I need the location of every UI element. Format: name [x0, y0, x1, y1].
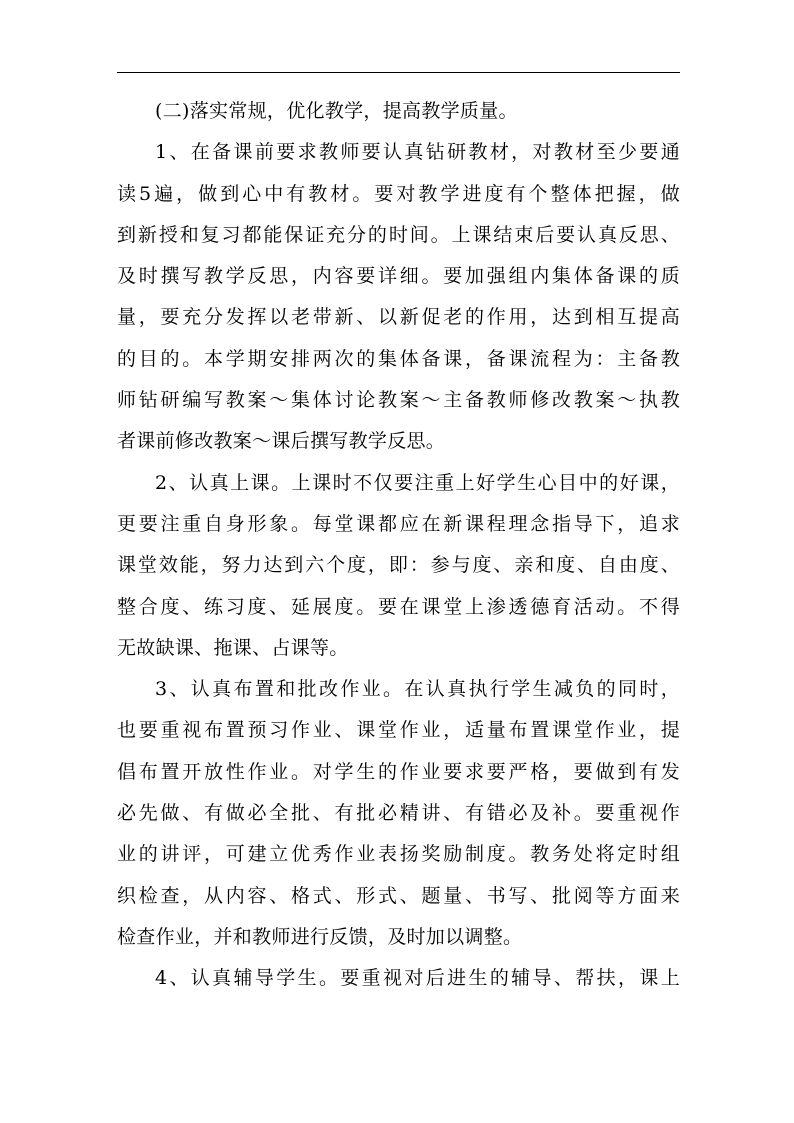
item-1-line-5: 量，要充分发挥以老带新、以新促老的作用，达到相互提高 [117, 306, 680, 329]
document-body [117, 91, 680, 1000]
item-2-line-2: 更要注重自身形象。每堂课都应在新课程理念指导下，追求 [117, 512, 680, 535]
item-1-line-6: 的目的。本学期安排两次的集体备课，备课流程为：主备教 [117, 347, 680, 370]
item-2-line-5: 无故缺课、拖课、占课等。 [117, 636, 349, 659]
item-2-line-1: 2、认真上课。上课时不仅要注重上好学生心目中的好课， [155, 471, 680, 494]
item-3-line-1: 3、认真布置和批改作业。在认真执行学生减负的同时， [155, 678, 680, 701]
item-1-line-1: 1、在备课前要求教师要认真钻研教材，对教材至少要通 [155, 141, 680, 164]
item-3-line-5: 业的讲评，可建立优秀作业表扬奖励制度。教务处将定时组 [117, 843, 680, 866]
item-1-line-3: 到新授和复习都能保证充分的时间。上课结束后要认真反思、 [117, 223, 680, 246]
item-1-line-2: 读5遍，做到心中有教材。要对教学进度有个整体把握，做 [117, 182, 680, 205]
item-3-line-7: 检查作业，并和教师进行反馈，及时加以调整。 [117, 925, 523, 948]
item-3-line-4: 必先做、有做必全批、有批必精讲、有错必及补。要重视作 [117, 802, 680, 825]
item-1-line-7: 师钻研编写教案～集体讨论教案～主备教师修改教案～执教 [117, 389, 680, 412]
item-2-line-3: 课堂效能，努力达到六个度，即：参与度、亲和度、自由度、 [117, 554, 680, 577]
header-rule [117, 72, 680, 73]
item-1-line-4: 及时撰写教学反思，内容要详细。要加强组内集体备课的质 [117, 265, 680, 288]
item-3-line-2: 也要重视布置预习作业、课堂作业，适量布置课堂作业，提 [117, 719, 680, 742]
item-1-line-8: 者课前修改教案～课后撰写教学反思。 [117, 430, 446, 453]
item-3-line-3: 倡布置开放性作业。对学生的作业要求要严格，要做到有发 [117, 760, 680, 783]
item-4-line-1: 4、认真辅导学生。要重视对后进生的辅导、帮扶，课上 [155, 967, 680, 990]
item-3-line-6: 织检查，从内容、格式、形式、题量、书写、批阅等方面来 [117, 884, 680, 907]
section-heading: (二)落实常规，优化教学，提高教学质量。 [155, 100, 518, 122]
item-2-line-4: 整合度、练习度、延展度。要在课堂上渗透德育活动。不得 [117, 595, 680, 618]
